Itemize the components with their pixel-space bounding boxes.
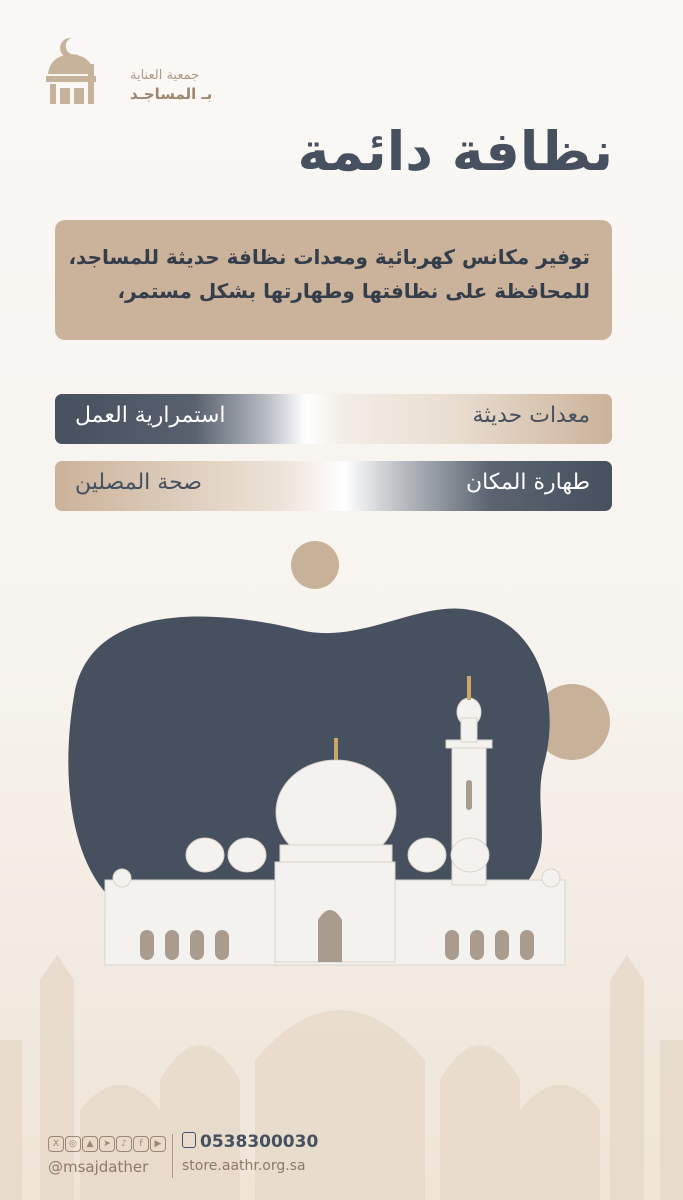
footer xyxy=(48,1132,408,1182)
telegram-icon[interactable]: ➤ xyxy=(99,1136,115,1152)
x-icon[interactable]: X xyxy=(48,1136,64,1152)
description-box xyxy=(55,220,612,340)
feature-row-1 xyxy=(55,394,612,444)
description-line2: للمحافظة على نظافتها وطهارتها بشكل مستمر، xyxy=(117,279,590,303)
logo xyxy=(42,34,213,114)
feature-row-2 xyxy=(55,461,612,511)
mosque-logo-icon xyxy=(42,34,100,106)
feature-worshippers-health: صحة المصلين xyxy=(75,470,202,495)
logo-line1: جمعية العناية xyxy=(130,68,200,83)
social-handle[interactable]: @msajdather xyxy=(48,1158,149,1176)
phone-icon xyxy=(182,1132,196,1148)
phone-number[interactable] xyxy=(182,1132,318,1152)
snapchat-icon[interactable]: ▲ xyxy=(82,1136,98,1152)
tiktok-icon[interactable]: ♪ xyxy=(116,1136,132,1152)
instagram-icon[interactable]: ◎ xyxy=(65,1136,81,1152)
page-title: نظافة دائمة xyxy=(297,120,613,183)
footer-divider xyxy=(172,1134,173,1178)
feature-work-continuity: استمرارية العمل xyxy=(75,403,226,428)
youtube-icon[interactable]: ▶ xyxy=(150,1136,166,1152)
mosque-illustration xyxy=(0,540,683,1200)
phone-text: 0538300030 xyxy=(200,1132,319,1152)
feature-place-purity: طهارة المكان xyxy=(465,470,590,495)
store-link[interactable]: store.aathr.org.sa xyxy=(182,1158,306,1174)
feature-modern-equipment: معدات حديثة xyxy=(472,403,590,428)
logo-text xyxy=(130,68,240,103)
description-line1: توفير مكانس كهربائية ومعدات نظافة حديثة للمساجد، xyxy=(68,245,590,269)
logo-line2: بـ المساجـد xyxy=(130,85,213,103)
facebook-icon[interactable]: f xyxy=(133,1136,149,1152)
